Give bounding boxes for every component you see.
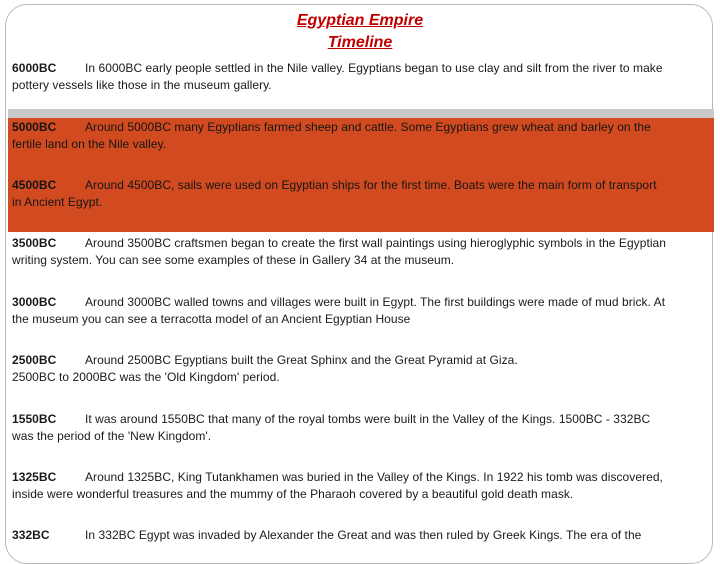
- entry-text: Around 3000BC walled towns and villages were built in Egypt. The first buildings were made of mud brick. At: [85, 295, 666, 309]
- entry-text: Around 3500BC craftsmen began to create the first wall paintings using hieroglyphic symbols in the Egyptian: [85, 236, 667, 250]
- entry-year: 6000BC: [12, 61, 57, 75]
- entry-year: 1550BC: [12, 412, 57, 426]
- timeline-entry-3500bc: [12, 235, 710, 268]
- timeline-entry-5000bc: [12, 119, 710, 152]
- timeline-entry-1325bc: [12, 469, 710, 502]
- entry-year: 3000BC: [12, 295, 57, 309]
- page-title: [0, 10, 720, 54]
- timeline-entry-6000bc: [12, 60, 710, 93]
- timeline-entry-332bc: [12, 527, 710, 544]
- entry-year: 4500BC: [12, 178, 57, 192]
- entry-year: 332BC: [12, 528, 50, 542]
- entry-text: Around 5000BC many Egyptians farmed sheep and cattle. Some Egyptians grew wheat and barley on the: [85, 120, 651, 134]
- entry-year: 2500BC: [12, 353, 57, 367]
- entry-year: 1325BC: [12, 470, 57, 484]
- title-line-2: Timeline: [327, 34, 393, 51]
- entry-year: 3500BC: [12, 236, 57, 250]
- timeline-entry-4500bc: [12, 177, 710, 210]
- entry-text-cont: the museum you can see a terracotta model of an Ancient Egyptian House: [12, 311, 411, 326]
- title-line-1: Egyptian Empire: [296, 12, 424, 29]
- entry-text-cont: pottery vessels like those in the museum gallery.: [12, 77, 272, 92]
- timeline-entry-1550bc: [12, 411, 710, 444]
- entry-text: In 332BC Egypt was invaded by Alexander the Great and was then ruled by Greek Kings. The era of the: [85, 528, 642, 542]
- entry-text: It was around 1550BC that many of the royal tombs were built in the Valley of the Kings. 1500BC - 332BC: [85, 412, 651, 426]
- entry-text: Around 4500BC, sails were used on Egyptian ships for the first time. Boats were the main form of transport: [85, 178, 657, 192]
- entry-text: Around 2500BC Egyptians built the Great Sphinx and the Great Pyramid at Giza.: [85, 353, 518, 367]
- entry-text-cont: inside were wonderful treasures and the mummy of the Pharaoh covered by a beautiful gold death mask.: [12, 486, 574, 501]
- timeline-entry-2500bc: [12, 352, 710, 385]
- entry-text-cont: was the period of the 'New Kingdom'.: [12, 428, 212, 443]
- timeline-entry-3000bc: [12, 294, 710, 327]
- entry-text: Around 1325BC, King Tutankhamen was buried in the Valley of the Kings. In 1922 his tomb was discovered,: [85, 470, 663, 484]
- entry-text-cont: writing system. You can see some examples of these in Gallery 34 at the museum.: [12, 252, 455, 267]
- entry-text-cont: 2500BC to 2000BC was the 'Old Kingdom' period.: [12, 369, 280, 384]
- entry-year: 5000BC: [12, 120, 57, 134]
- entry-text-cont: fertile land on the Nile valley.: [12, 136, 167, 151]
- entry-text: In 6000BC early people settled in the Nile valley. Egyptians began to use clay and silt from the river to make: [85, 61, 663, 75]
- entry-text-cont: in Ancient Egypt.: [12, 194, 103, 209]
